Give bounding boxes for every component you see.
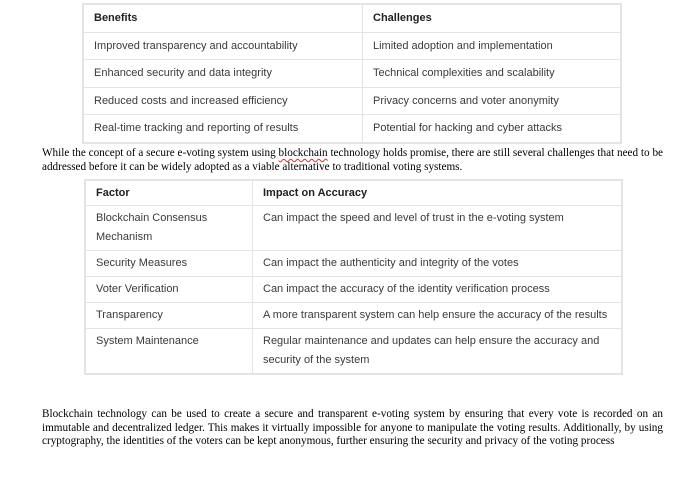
table-header-row (84, 5, 621, 33)
challenge-cell: Privacy concerns and voter anonymity (363, 87, 621, 115)
table-row (84, 87, 621, 115)
factor-cell: Security Measures (86, 251, 253, 277)
table-row (86, 277, 622, 303)
table-row (84, 32, 621, 60)
factor-impact-table (85, 180, 622, 374)
column-header-benefits: Benefits (84, 5, 363, 33)
benefit-cell: Enhanced security and data integrity (84, 60, 363, 88)
benefits-challenges-table (83, 4, 621, 143)
impact-cell: Regular maintenance and updates can help ensure the accuracy and security of the system (253, 329, 622, 374)
intro-paragraph (42, 147, 663, 174)
table-row (84, 60, 621, 88)
impact-cell: Can impact the speed and level of trust in the e-voting system (253, 206, 622, 251)
column-header-challenges: Challenges (363, 5, 621, 33)
spellcheck-flagged-word[interactable]: blockchain (278, 147, 328, 159)
conclusion-paragraph: Blockchain technology can be used to create a secure and transparent e-voting system by ensuring that every vote is recorded on an immutable and decentralized ledger. This makes it virtually impossible for anyone to manipulate the voting results. Additionally, by using cryptography, the identities of the voters can be kept anonymous, further ensuring the security and privacy of the voting process (42, 408, 663, 447)
benefit-cell: Improved transparency and accountability (84, 32, 363, 60)
benefit-cell: Real-time tracking and reporting of results (84, 115, 363, 143)
benefit-cell: Reduced costs and increased efficiency (84, 87, 363, 115)
paragraph-text: technology holds promise, there are still several challenges that need to be addressed before it can be widely adopted as a viable alternative to traditional voting systems. (42, 147, 663, 173)
table-row (86, 303, 622, 329)
column-header-impact: Impact on Accuracy (253, 181, 622, 206)
table-row (86, 329, 622, 374)
table-row (86, 206, 622, 251)
challenge-cell: Potential for hacking and cyber attacks (363, 115, 621, 143)
factor-cell: Voter Verification (86, 277, 253, 303)
impact-cell: A more transparent system can help ensure the accuracy of the results (253, 303, 622, 329)
paragraph-text: While the concept of a secure e-voting system using (42, 147, 279, 159)
impact-cell: Can impact the authenticity and integrity of the votes (253, 251, 622, 277)
column-header-factor: Factor (86, 181, 253, 206)
challenge-cell: Technical complexities and scalability (363, 60, 621, 88)
factor-cell: System Maintenance (86, 329, 253, 374)
table-row (86, 251, 622, 277)
table-row (84, 115, 621, 143)
factor-cell: Blockchain Consensus Mechanism (86, 206, 253, 251)
factor-cell: Transparency (86, 303, 253, 329)
table-header-row (86, 181, 622, 206)
challenge-cell: Limited adoption and implementation (363, 32, 621, 60)
impact-cell: Can impact the accuracy of the identity verification process (253, 277, 622, 303)
